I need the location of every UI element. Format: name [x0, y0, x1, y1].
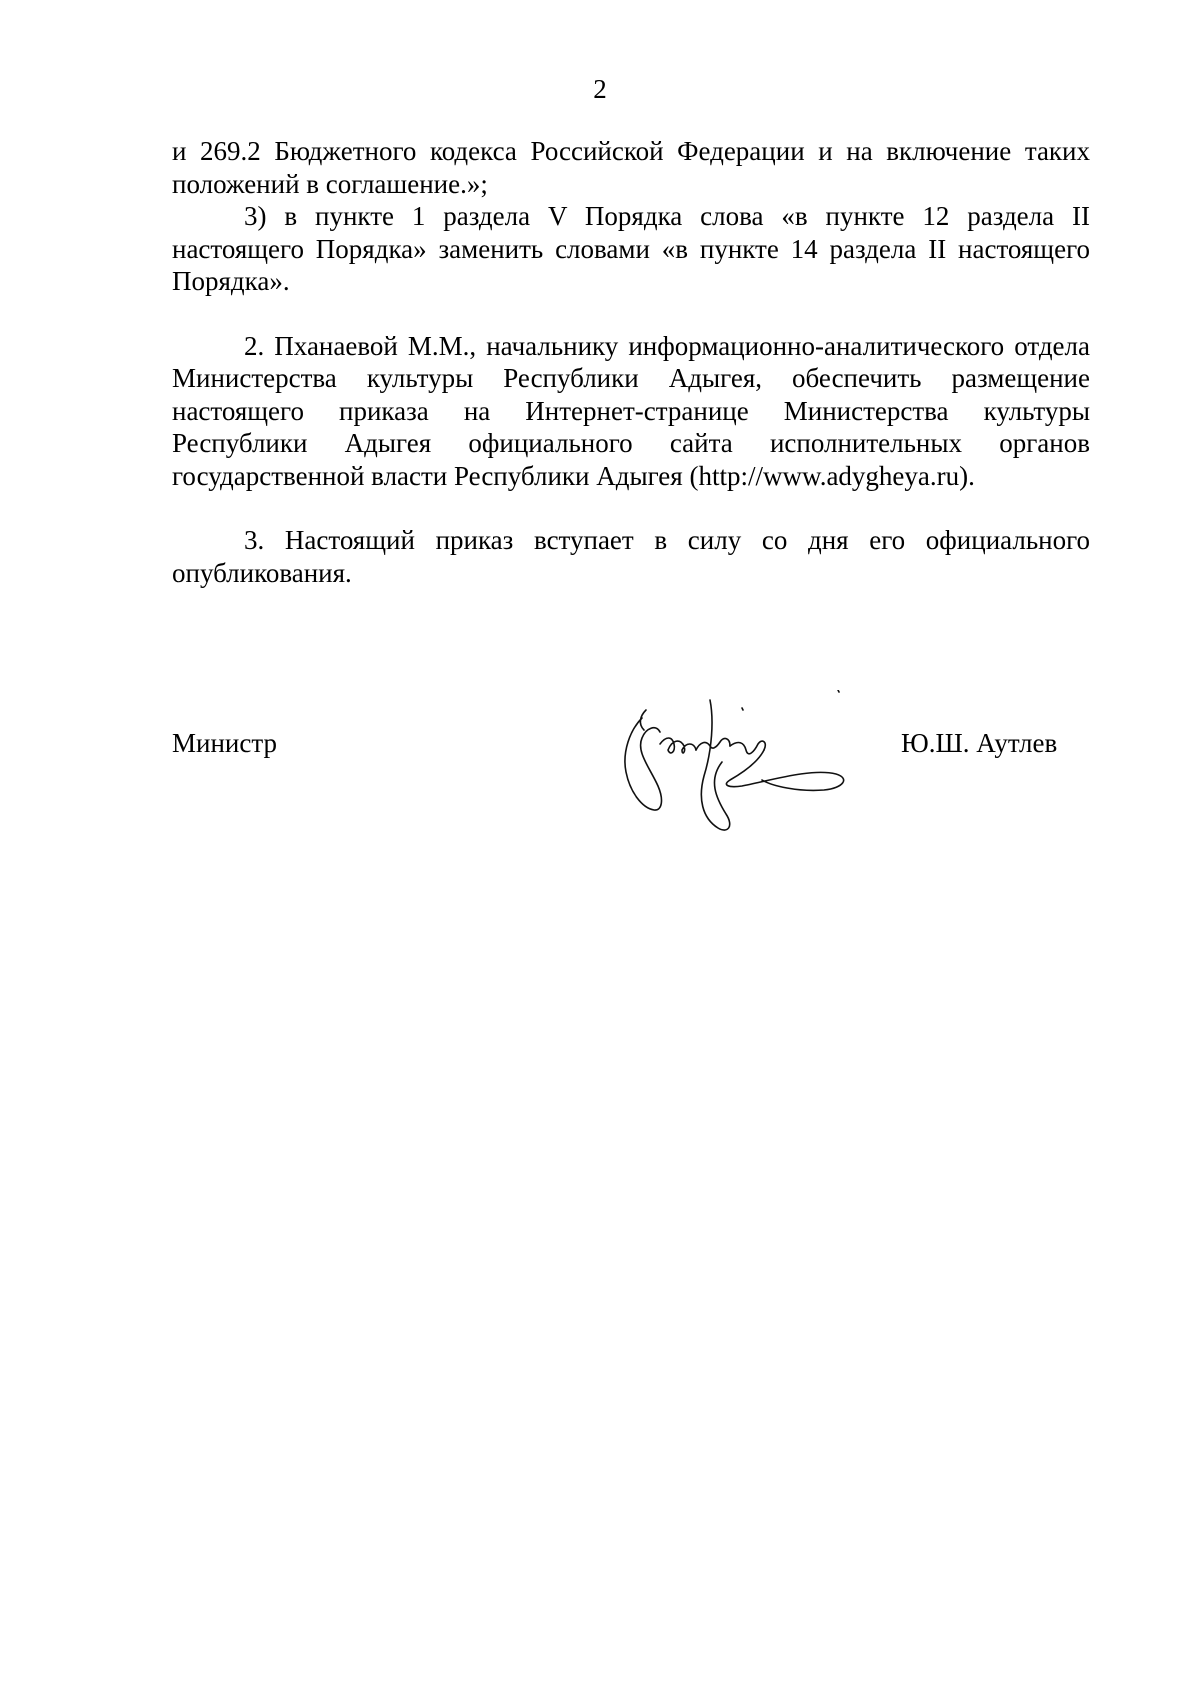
handwritten-signature-icon [612, 690, 852, 840]
paragraph-item-2: 2. Пханаевой М.М., начальнику информационно-аналитического отдела Министерства культуры Республики Адыгея, обеспечить размещение настоящего приказа на Интернет-странице Министерства культуры Республики Адыгея официального сайта исполнительных органов государственной власти Республики Адыгея (http://www.adygheya.ru). [172, 330, 1090, 491]
signatory-position: Министр [172, 728, 277, 758]
signature-block [172, 690, 1090, 840]
document-body [172, 135, 1090, 589]
paragraph-item-3-effective: 3. Настоящий приказ вступает в силу со дня его официального опубликования. [172, 525, 1090, 588]
page-number: 2 [593, 74, 607, 104]
paragraph-item-3: 3) в пункте 1 раздела V Порядка слова «в пункте 12 раздела II настоящего Порядка» заменить словами «в пункте 14 раздела II настоящего Порядка». [172, 201, 1090, 296]
signatory-name: Ю.Ш. Аутлев [901, 728, 1058, 758]
paragraph-continuation: и 269.2 Бюджетного кодекса Российской Федерации и на включение таких положений в соглашение.»; [172, 136, 1090, 199]
